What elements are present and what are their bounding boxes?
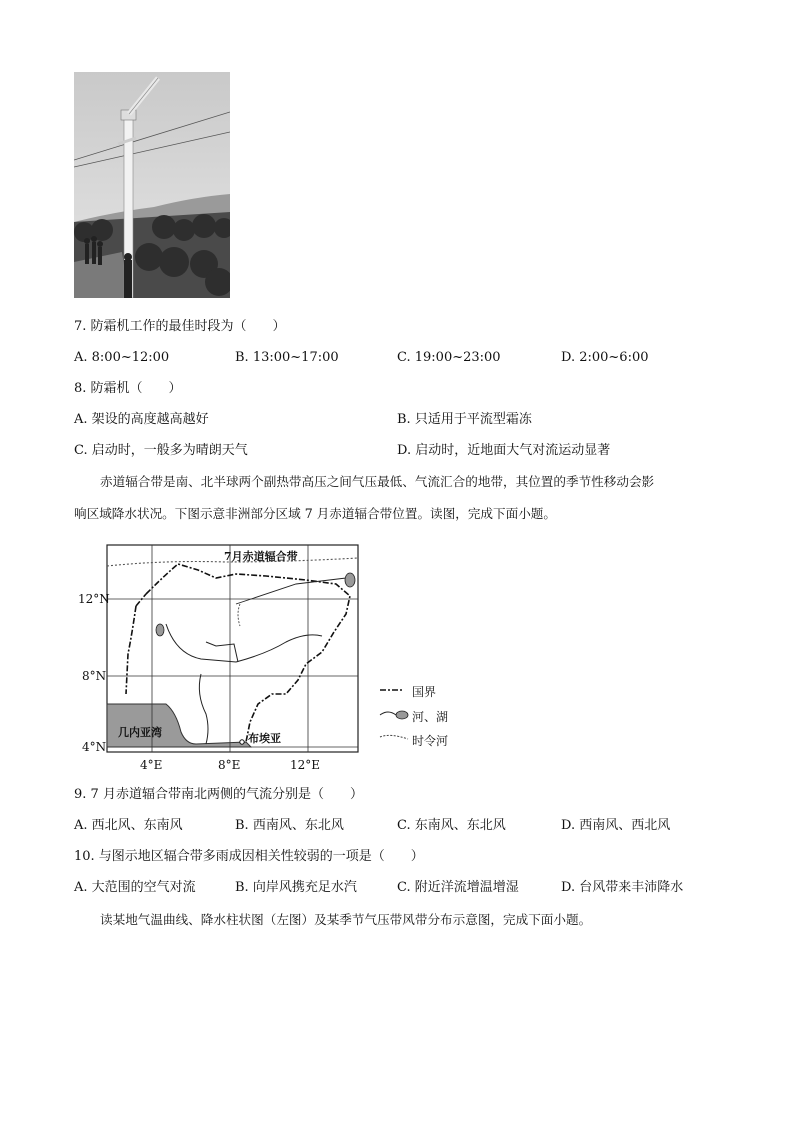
map-legend bbox=[378, 683, 468, 753]
passage1-line1: 赤道辐合带是南、北半球两个副热带高压之间气压最低、气流汇合的地带，其位置的季节性移动会影 bbox=[100, 474, 655, 489]
q9-option-a: A. 西北风、东南风 bbox=[74, 818, 183, 833]
lat-label-8n: 8°N bbox=[82, 669, 107, 683]
lon-label-12e: 12°E bbox=[290, 758, 321, 772]
q10-option-b: B. 向岸风携充足水汽 bbox=[235, 880, 357, 895]
itcz-map bbox=[106, 544, 360, 754]
q10-stem: 10. 与图示地区辐合带多雨成因相关性较弱的一项是（ ） bbox=[74, 849, 424, 864]
q7-option-d: D. 2:00~6:00 bbox=[561, 350, 649, 365]
itcz-label: 7月赤道辐合带 bbox=[224, 550, 298, 563]
city-label: 布埃亚 bbox=[248, 732, 281, 745]
q9-option-b: B. 西南风、东北风 bbox=[235, 818, 344, 833]
legend-border: 国界 bbox=[412, 685, 437, 699]
q7-option-a: A. 8:00~12:00 bbox=[74, 350, 170, 365]
frost-fan-photo bbox=[74, 72, 230, 298]
q7-stem: 7. 防霜机工作的最佳时段为（ ） bbox=[74, 319, 286, 334]
lat-label-12n: 12°N bbox=[78, 592, 110, 606]
gulf-label: 几内亚湾 bbox=[118, 726, 162, 739]
q9-option-c: C. 东南风、东北风 bbox=[397, 818, 506, 833]
q9-option-d: D. 西南风、西北风 bbox=[561, 818, 671, 833]
q7-option-b: B. 13:00~17:00 bbox=[235, 350, 339, 365]
q10-option-c: C. 附近洋流增温增湿 bbox=[397, 880, 519, 895]
q8-stem: 8. 防霜机（ ） bbox=[74, 381, 182, 396]
legend-river-lake: 河、湖 bbox=[412, 710, 449, 724]
lon-label-4e: 4°E bbox=[140, 758, 163, 772]
q10-option-d: D. 台风带来丰沛降水 bbox=[561, 880, 684, 895]
q8-option-b: B. 只适用于平流型霜冻 bbox=[397, 412, 532, 427]
q8-option-a: A. 架设的高度越高越好 bbox=[74, 412, 209, 427]
lon-label-8e: 8°E bbox=[218, 758, 241, 772]
q8-option-c: C. 启动时，一般多为晴朗天气 bbox=[74, 443, 248, 458]
q9-stem: 9. 7 月赤道辐合带南北两侧的气流分别是（ ） bbox=[74, 787, 363, 802]
q7-option-c: C. 19:00~23:00 bbox=[397, 350, 501, 365]
passage2-line1: 读某地气温曲线、降水柱状图（左图）及某季节气压带风带分布示意图，完成下面小题。 bbox=[100, 912, 592, 927]
q8-option-d: D. 启动时，近地面大气对流运动显著 bbox=[397, 443, 611, 458]
passage1-line2: 响区域降水状况。下图示意非洲部分区域 7 月赤道辐合带位置。读图，完成下面小题。 bbox=[74, 506, 556, 521]
q10-option-a: A. 大范围的空气对流 bbox=[74, 880, 196, 895]
lat-label-4n: 4°N bbox=[82, 740, 107, 754]
legend-seasonal-river: 时令河 bbox=[412, 734, 449, 748]
